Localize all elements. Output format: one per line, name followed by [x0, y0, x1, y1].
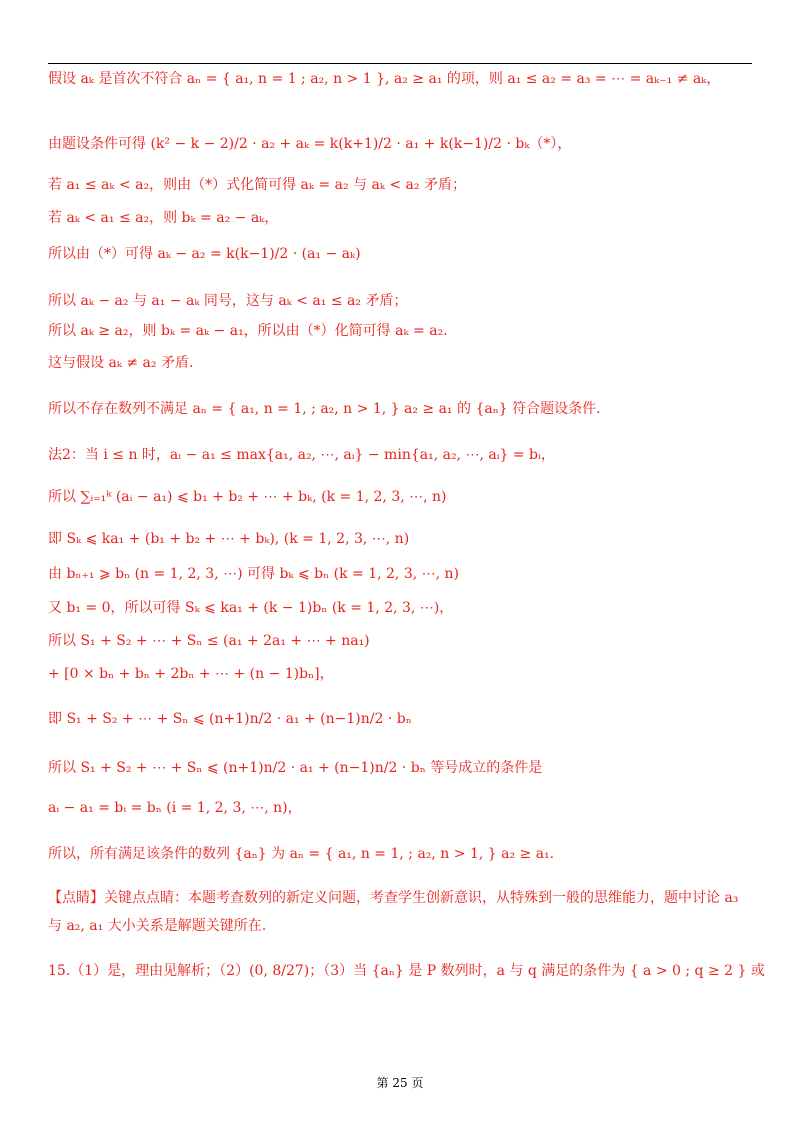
text-line: 所以 ∑ᵢ₌₁ᵏ (aᵢ − a₁) ⩽ b₁ + b₂ + ⋯ + bₖ, (k = 1, 2, 3, ⋯, n) [48, 489, 447, 505]
text-line: 所以，所有满足该条件的数列 {aₙ} 为 aₙ = { a₁, n = 1, ; a₂, n > 1, } a₂ ≥ a₁. [48, 846, 555, 862]
header-rule [48, 63, 752, 64]
text-line: 若 aₖ < a₁ ≤ a₂，则 bₖ = a₂ − aₖ， [48, 210, 279, 226]
text-line: 所以不存在数列不满足 aₙ = { a₁, n = 1, ; a₂, n > 1, } a₂ ≥ a₁ 的 {aₙ} 符合题设条件. [48, 401, 601, 417]
text-line: 15.（1）是，理由见解析；（2）(0, 8/27)；（3）当 {aₙ} 是 P 数列时，a 与 q 满足的条件为 { a > 0 ; q ≥ 2 } 或 [48, 963, 765, 979]
text-line: 所以 S₁ + S₂ + ⋯ + Sₙ ⩽ (n+1)n/2 · a₁ + (n−1)n/2 · bₙ 等号成立的条件是 [48, 760, 543, 776]
text-line: 法2：当 i ≤ n 时，aᵢ − a₁ ≤ max{a₁, a₂, ⋯, aᵢ} − min{a₁, a₂, ⋯, aᵢ} = bᵢ， [48, 447, 555, 463]
text-line: + [0 × bₙ + bₙ + 2bₙ + ⋯ + (n − 1)bₙ]， [48, 666, 334, 682]
page-number: 第 25 页 [376, 1076, 424, 1090]
text-line: 所以由（*）可得 aₖ − a₂ = k(k−1)/2 · (a₁ − aₖ) [48, 246, 361, 262]
text-line: 即 Sₖ ⩽ ka₁ + (b₁ + b₂ + ⋯ + bₖ), (k = 1, 2, 3, ⋯, n) [48, 531, 410, 547]
text-line: 所以 aₖ ≥ a₂，则 bₖ = aₖ − a₁，所以由（*）化简可得 aₖ = a₂. [48, 323, 448, 339]
text-line: 所以 S₁ + S₂ + ⋯ + Sₙ ≤ (a₁ + 2a₁ + ⋯ + na₁) [48, 633, 370, 649]
text-line: 即 S₁ + S₂ + ⋯ + Sₙ ⩽ (n+1)n/2 · a₁ + (n−1)n/2 · bₙ [48, 711, 412, 727]
text-line: 假设 aₖ 是首次不符合 aₙ = { a₁, n = 1 ; a₂, n > 1 }, a₂ ≥ a₁ 的项，则 a₁ ≤ a₂ = a₃ = ⋯ = aₖ₋₁ ≠ aₖ， [48, 71, 721, 87]
text-line: 这与假设 aₖ ≠ a₂ 矛盾. [48, 355, 194, 371]
text-line: 由题设条件可得 (k² − k − 2)/2 · a₂ + aₖ = k(k+1)/2 · a₁ + k(k−1)/2 · bₖ（*）， [48, 136, 572, 152]
text-line: aᵢ − a₁ = bᵢ = bₙ (i = 1, 2, 3, ⋯, n)， [48, 800, 302, 816]
text-line: 所以 aₖ − a₂ 与 a₁ − aₖ 同号，这与 aₖ < a₁ ≤ a₂ 矛盾； [48, 293, 408, 309]
text-line: 又 b₁ = 0，所以可得 Sₖ ⩽ ka₁ + (k − 1)bₙ (k = 1, 2, 3, ⋯)， [48, 600, 454, 616]
text-line: 由 bₙ₊₁ ⩾ bₙ (n = 1, 2, 3, ⋯) 可得 bₖ ⩽ bₙ (k = 1, 2, 3, ⋯, n) [48, 566, 460, 582]
text-line: 【点睛】关键点点睛：本题考查数列的新定义问题，考查学生创新意识，从特殊到一般的思维能力，题中讨论 a₃ [48, 890, 739, 906]
text-line: 若 a₁ ≤ aₖ < a₂，则由（*）式化简可得 aₖ = a₂ 与 aₖ < a₂ 矛盾； [48, 177, 466, 193]
text-line: 与 a₂, a₁ 大小关系是解题关键所在. [48, 918, 267, 934]
